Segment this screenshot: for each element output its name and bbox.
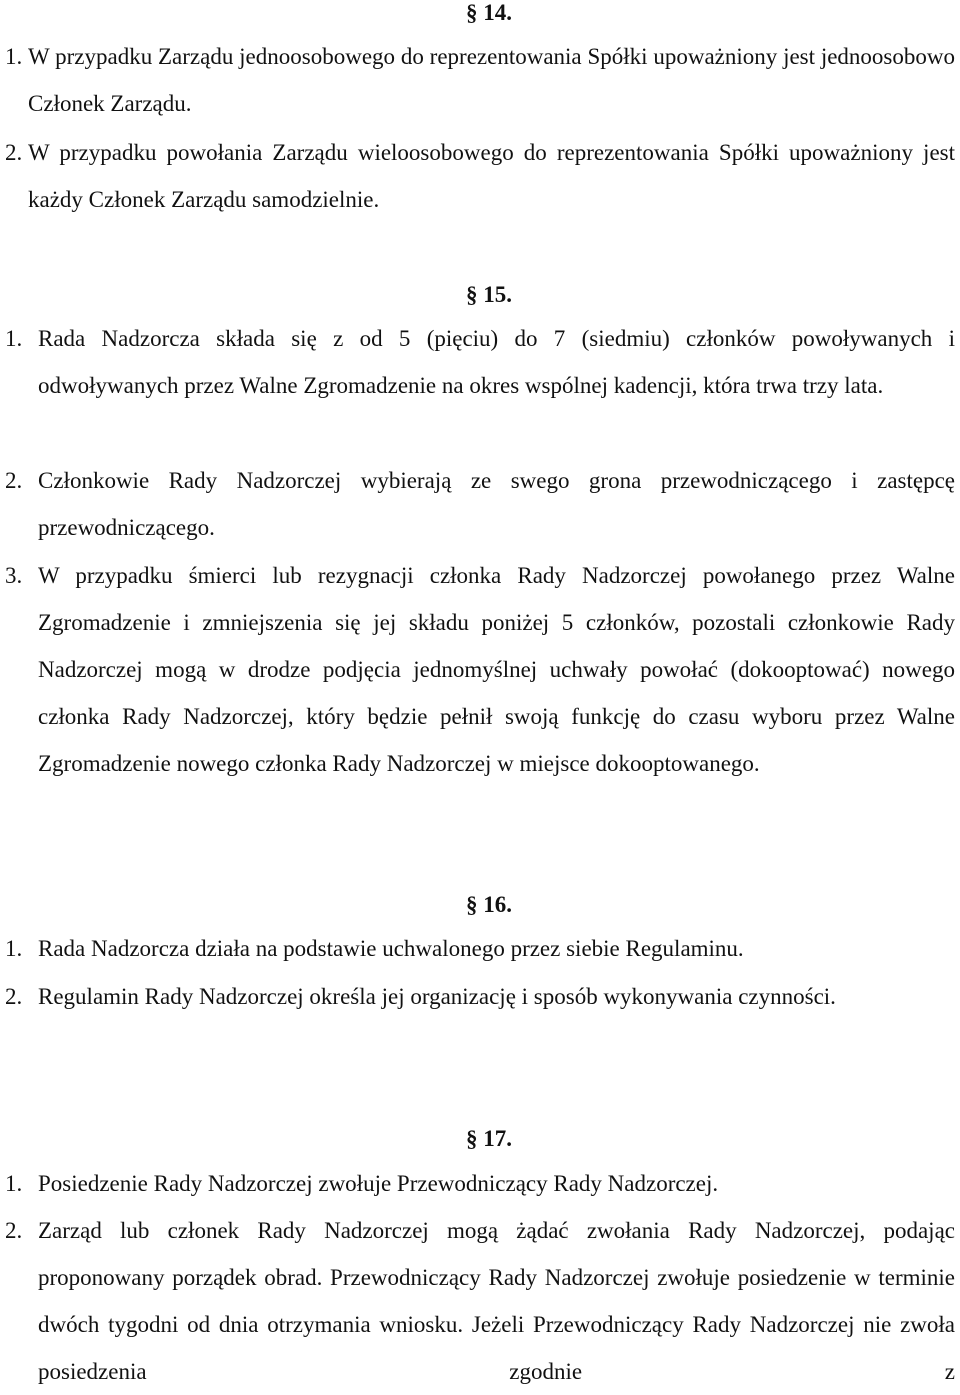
paragraph-number: 2.	[5, 984, 23, 1009]
paragraph-text: W przypadku powołania Zarządu wieloosobowego do reprezentowania Spółki upoważniony jest każdy Członek Zarządu samodzielnie.	[28, 140, 955, 212]
section-heading-14: § 14.	[466, 0, 512, 25]
section-heading-17: § 17.	[466, 1126, 512, 1151]
paragraph-number: 2.	[5, 1218, 23, 1243]
paragraph-number: 3.	[5, 563, 23, 588]
section-heading-15: § 15.	[466, 282, 512, 307]
paragraph-number: 1.	[5, 326, 23, 351]
paragraph-number: 1.	[5, 936, 23, 961]
paragraph-text: Posiedzenie Rady Nadzorczej zwołuje Przewodniczący Rady Nadzorczej.	[38, 1171, 719, 1196]
paragraph-text: W przypadku śmierci lub rezygnacji członka Rady Nadzorczej powołanego przez Walne Zgromadzenie i zmniejszenia się jej składu poniżej 5 członków, pozostali członkowie Rady Nadzorczej mogą w drodze podjęcia jednomyślnej uchwały powołać (dokooptować) nowego członka Rady Nadzorczej, który będzie pełnił swoją funkcję do czasu wyboru przez Walne Zgromadzenie nowego członka Rady Nadzorczej w miejsce dokooptowanego.	[38, 563, 955, 776]
paragraph-text: W przypadku Zarządu jednoosobowego do reprezentowania Spółki upoważniony jest jednoosobowo Członek Zarządu.	[28, 44, 955, 116]
paragraph-text: Regulamin Rady Nadzorczej określa jej organizację i sposób wykonywania czynności.	[38, 984, 836, 1009]
section-heading-16: § 16.	[466, 892, 512, 917]
paragraph-number: 2.	[5, 140, 23, 165]
paragraph-text: Zarząd lub członek Rady Nadzorczej mogą żądać zwołania Rady Nadzorczej, podając proponowany porządek obrad. Przewodniczący Rady Nadzorczej zwołuje posiedzenie w terminie dwóch tygodni od dnia otrzymania wniosku. Jeżeli Przewodniczący Rady Nadzorczej nie zwoła posiedzenia zgodnie z	[38, 1218, 955, 1384]
paragraph-text: Członkowie Rady Nadzorczej wybierają ze swego grona przewodniczącego i zastępcę przewodniczącego.	[38, 468, 955, 540]
paragraph-number: 1.	[5, 1171, 23, 1196]
paragraph-text: Rada Nadzorcza działa na podstawie uchwalonego przez siebie Regulaminu.	[38, 936, 744, 961]
paragraph-text: Rada Nadzorcza składa się z od 5 (pięciu) do 7 (siedmiu) członków powoływanych i odwoływanych przez Walne Zgromadzenie na okres wspólnej kadencji, która trwa trzy lata.	[38, 326, 955, 398]
paragraph-number: 2.	[5, 468, 23, 493]
paragraph-number: 1.	[5, 44, 23, 69]
